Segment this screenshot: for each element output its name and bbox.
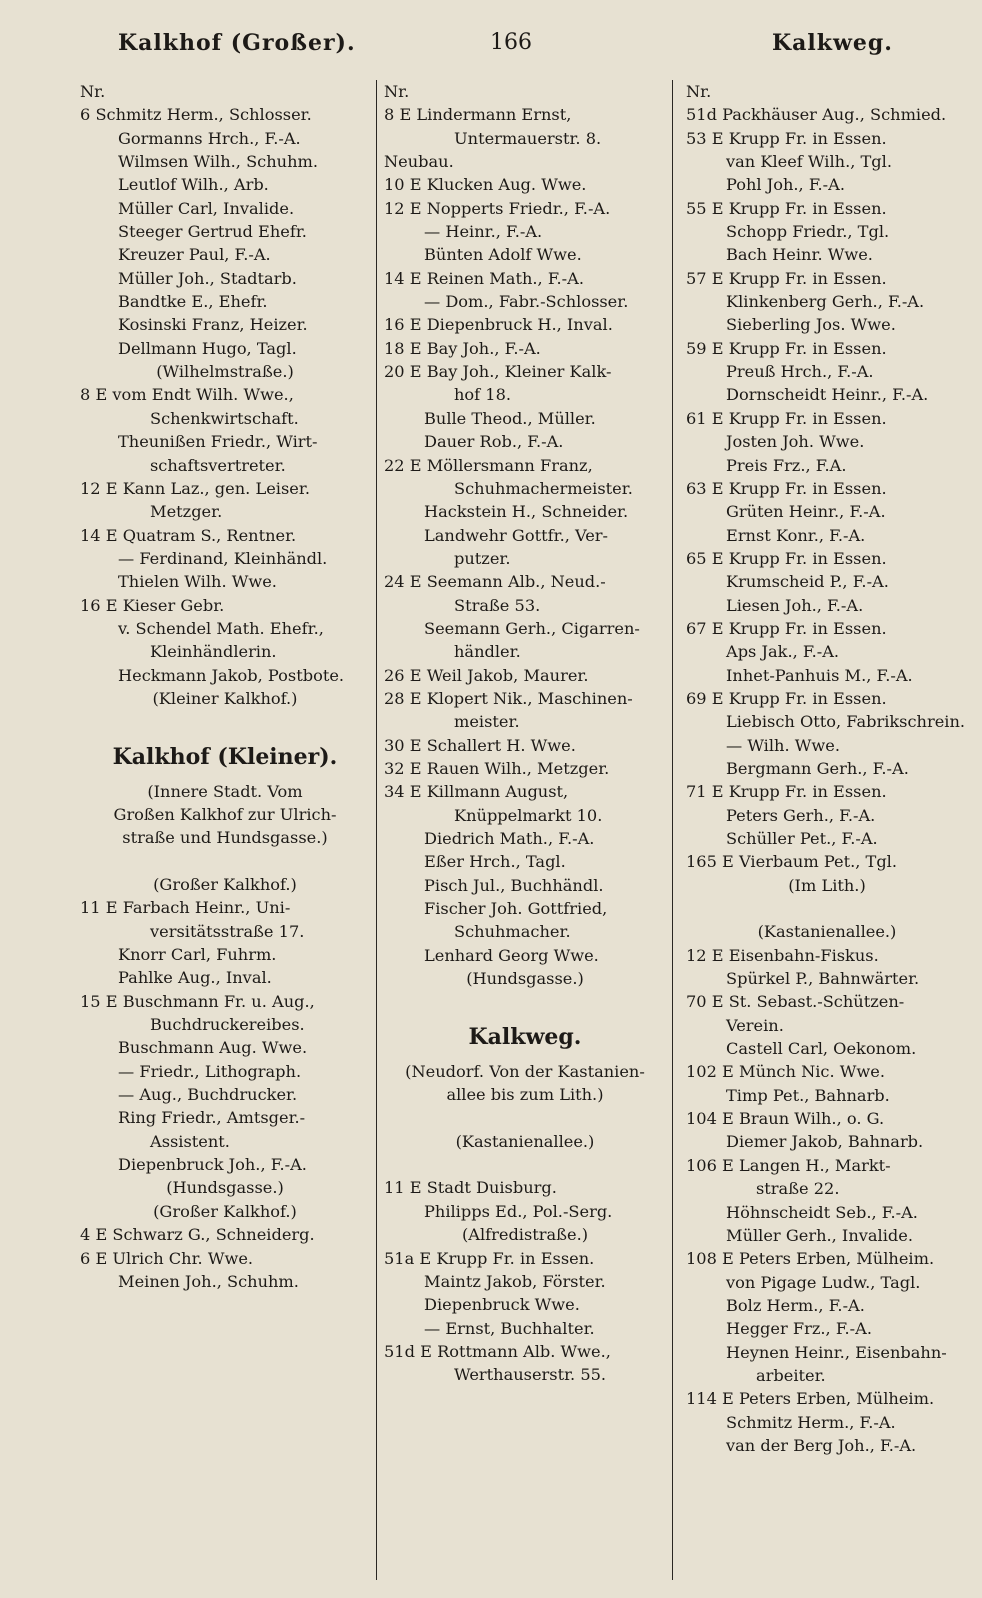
directory-line: straße 22.: [756, 1179, 840, 1199]
directory-line: 51a E Krupp Fr. in Essen.: [384, 1248, 595, 1268]
column-left: [80, 80, 370, 1580]
directory-line: 22 E Möllersmann Franz,: [384, 455, 593, 475]
directory-line: Lenhard Georg Wwe.: [424, 945, 599, 965]
directory-line: Neubau.: [384, 152, 454, 172]
directory-line: Buchdruckereibes.: [150, 1015, 305, 1035]
directory-line: Assistent.: [150, 1131, 230, 1151]
directory-line: Liebisch Otto, Fabrikschrein.: [726, 712, 966, 732]
directory-line: Buschmann Aug. Wwe.: [118, 1038, 308, 1058]
directory-line: Verein.: [726, 1015, 784, 1035]
directory-line: Kreuzer Paul, F.-A.: [118, 245, 271, 265]
directory-line: 11 E Stadt Duisburg.: [384, 1178, 557, 1198]
directory-line: Hegger Frz., F.-A.: [726, 1319, 872, 1339]
column-divider: [376, 80, 377, 1580]
directory-line: Höhnscheidt Seb., F.-A.: [726, 1202, 918, 1222]
directory-line: 15 E Buschmann Fr. u. Aug.,: [80, 991, 315, 1011]
directory-line: 8 E Lindermann Ernst,: [384, 105, 572, 125]
directory-line: Diemer Jakob, Bahnarb.: [726, 1132, 924, 1152]
directory-line: 104 E Braun Wilh., o. G.: [686, 1109, 885, 1129]
directory-line: Klinkenberg Gerh., F.-A.: [726, 292, 925, 312]
directory-line: Knorr Carl, Fuhrm.: [118, 945, 277, 965]
directory-line: Spürkel P., Bahnwärter.: [726, 969, 920, 989]
directory-line: Fischer Joh. Gottfried,: [424, 899, 608, 919]
directory-line: 16 E Diepenbruck H., Inval.: [384, 315, 613, 335]
directory-line: Dauer Rob., F.-A.: [424, 432, 564, 452]
directory-line: Diedrich Math., F.-A.: [424, 829, 595, 848]
directory-line: von Pigage Ludw., Tagl.: [726, 1272, 921, 1292]
column-right: [686, 80, 968, 1580]
directory-line: 6 E Ulrich Chr. Wwe.: [80, 1248, 254, 1268]
street-heading: Kalkweg.: [468, 1023, 582, 1050]
directory-line: 57 E Krupp Fr. in Essen.: [686, 268, 887, 288]
directory-line: Gormanns Hrch., F.-A.: [118, 128, 301, 148]
street-heading: Kalkhof (Kleiner).: [112, 743, 338, 770]
directory-line: Untermauerstr. 8.: [454, 128, 602, 148]
directory-line: [384, 990, 666, 1013]
directory-line: Schopp Friedr., Tgl.: [726, 222, 890, 242]
directory-line: versitätsstraße 17.: [150, 921, 305, 941]
directory-line: 16 E Kieser Gebr.: [80, 595, 225, 615]
directory-line: 8 E vom Endt Wilh. Wwe.,: [80, 385, 294, 405]
directory-line: 65 E Krupp Fr. in Essen.: [686, 548, 887, 568]
directory-line: Castell Carl, Oekonom.: [726, 1039, 917, 1059]
section-note: (Großer Kalkhof.): [153, 875, 297, 894]
directory-line: Ring Friedr., Amtsger.-: [118, 1108, 306, 1128]
section-note: straße und Hundsgasse.): [122, 828, 328, 848]
directory-line: van Kleef Wilh., Tgl.: [726, 152, 892, 172]
directory-line: 63 E Krupp Fr. in Essen.: [686, 478, 887, 498]
directory-line: Bandtke E., Ehefr.: [118, 292, 268, 312]
directory-line: — Wilh. Wwe.: [726, 735, 840, 755]
directory-line: Bolz Herm., F.-A.: [726, 1295, 865, 1315]
directory-line: 69 E Krupp Fr. in Essen.: [686, 688, 887, 708]
directory-line: Straße 53.: [454, 595, 541, 615]
directory-line: Diepenbruck Joh., F.-A.: [118, 1155, 307, 1175]
section-note: (Im Lith.): [788, 875, 866, 895]
directory-line: — Ernst, Buchhalter.: [424, 1318, 595, 1338]
directory-line: van der Berg Joh., F.-A.: [726, 1435, 917, 1455]
directory-line: Schenkwirtschaft.: [150, 408, 299, 428]
section-note: (Großer Kalkhof.): [153, 1201, 297, 1221]
directory-line: Metzger.: [150, 502, 223, 522]
section-note: Großen Kalkhof zur Ulrich-: [113, 804, 337, 824]
directory-line: 12 E Kann Laz., gen. Leiser.: [80, 478, 310, 498]
directory-line: Peters Gerh., F.-A.: [726, 805, 876, 825]
section-note: (Hundsgasse.): [466, 969, 584, 989]
section-note: (Hundsgasse.): [166, 1178, 284, 1198]
directory-line: 108 E Peters Erben, Mülheim.: [686, 1249, 935, 1269]
directory-line: 14 E Reinen Math., F.-A.: [384, 268, 584, 288]
directory-line: Hackstein H., Schneider.: [424, 502, 629, 522]
directory-line: Thielen Wilh. Wwe.: [118, 572, 277, 592]
directory-line: hof 18.: [454, 385, 512, 405]
directory-line: Diepenbruck Wwe.: [424, 1295, 580, 1315]
column-middle: [384, 80, 666, 1580]
directory-line: Dellmann Hugo, Tagl.: [118, 338, 297, 358]
directory-line: Bünten Adolf Wwe.: [424, 245, 582, 265]
running-head-left: Kalkhof (Großer).: [118, 30, 356, 56]
section-note: (Neudorf. Von der Kastanien-: [405, 1061, 645, 1081]
column-divider: [672, 80, 673, 1580]
directory-line: Bergmann Gerh., F.-A.: [726, 758, 909, 778]
directory-line: arbeiter.: [756, 1365, 826, 1385]
directory-line: 12 E Eisenbahn-Fiskus.: [686, 945, 879, 965]
directory-line: Aps Jak., F.-A.: [726, 642, 840, 662]
directory-line: 106 E Langen H., Markt-: [686, 1155, 891, 1175]
directory-line: 53 E Krupp Fr. in Essen.: [686, 128, 887, 148]
directory-line: — Heinr., F.-A.: [424, 222, 543, 242]
directory-line: [80, 710, 370, 733]
directory-line: Theunißen Friedr., Wirt-: [118, 432, 318, 452]
directory-line: Bach Heinr. Wwe.: [726, 245, 873, 265]
directory-line: 12 E Nopperts Friedr., F.-A.: [384, 198, 611, 218]
directory-line: Müller Joh., Stadtarb.: [118, 268, 297, 288]
section-note: (Wilhelmstraße.): [156, 362, 294, 382]
directory-line: 51d E Rottmann Alb. Wwe.,: [384, 1341, 611, 1361]
directory-line: Preis Frz., F.A.: [726, 455, 847, 475]
directory-line: Seemann Gerh., Cigarren-: [424, 618, 640, 638]
directory-line: Pahlke Aug., Inval.: [118, 968, 272, 988]
directory-line: — Friedr., Lithograph.: [118, 1061, 302, 1081]
section-note: (Kastanienallee.): [455, 1131, 595, 1151]
directory-line: [384, 1106, 666, 1129]
directory-line: Philipps Ed., Pol.-Serg.: [424, 1201, 613, 1221]
directory-line: Nr.: [80, 82, 106, 101]
directory-line: Kosinski Franz, Heizer.: [118, 315, 308, 335]
directory-line: Steeger Gertrud Ehefr.: [118, 222, 307, 242]
directory-line: 114 E Peters Erben, Mülheim.: [686, 1389, 935, 1409]
directory-line: 30 E Schallert H. Wwe.: [384, 735, 576, 755]
directory-line: Pohl Joh., F.-A.: [726, 175, 845, 195]
directory-line: Knüppelmarkt 10.: [454, 805, 603, 825]
directory-line: Pisch Jul., Buchhändl.: [424, 875, 604, 895]
page-number: 166: [490, 30, 532, 55]
directory-line: Preuß Hrch., F.-A.: [726, 362, 874, 382]
directory-line: Meinen Joh., Schuhm.: [118, 1271, 299, 1291]
directory-line: Heynen Heinr., Eisenbahn-: [726, 1342, 947, 1362]
directory-line: v. Schendel Math. Ehefr.,: [118, 618, 324, 638]
directory-line: Werthauserstr. 55.: [454, 1365, 607, 1385]
directory-line: — Ferdinand, Kleinhändl.: [118, 548, 328, 568]
directory-line: 4 E Schwarz G., Schneiderg.: [80, 1225, 315, 1245]
directory-line: 102 E Münch Nic. Wwe.: [686, 1062, 885, 1082]
directory-line: Schüller Pet., F.-A.: [726, 829, 878, 848]
directory-line: Müller Gerh., Invalide.: [726, 1225, 913, 1245]
directory-line: — Aug., Buchdrucker.: [118, 1085, 298, 1105]
directory-line: Inhet-Panhuis M., F.-A.: [726, 665, 913, 685]
directory-line: Nr.: [686, 82, 712, 101]
directory-line: 71 E Krupp Fr. in Essen.: [686, 782, 887, 802]
directory-line: Schmitz Herm., F.-A.: [726, 1412, 896, 1432]
directory-line: 24 E Seemann Alb., Neud.-: [384, 572, 606, 592]
directory-line: Eßer Hrch., Tagl.: [424, 852, 566, 872]
directory-line: Leutlof Wilh., Arb.: [118, 175, 269, 195]
directory-line: Josten Joh. Wwe.: [726, 432, 865, 452]
directory-line: 55 E Krupp Fr. in Essen.: [686, 198, 887, 218]
directory-line: Bulle Theod., Müller.: [424, 408, 596, 428]
directory-line: 28 E Klopert Nik., Maschinen-: [384, 688, 633, 708]
directory-line: Dornscheidt Heinr., F.-A.: [726, 385, 929, 405]
directory-line: Schuhmacher.: [454, 922, 571, 942]
directory-line: Wilmsen Wilh., Schuhm.: [118, 152, 319, 172]
directory-line: Grüten Heinr., F.-A.: [726, 502, 886, 522]
directory-line: Landwehr Gottfr., Ver-: [424, 525, 608, 545]
directory-line: 6 Schmitz Herm., Schlosser.: [80, 105, 312, 125]
directory-line: Müller Carl, Invalide.: [118, 198, 295, 218]
directory-line: Nr.: [384, 82, 410, 101]
directory-line: 14 E Quatram S., Rentner.: [80, 525, 297, 545]
directory-line: 26 E Weil Jakob, Maurer.: [384, 665, 589, 685]
directory-line: 11 E Farbach Heinr., Uni-: [80, 898, 291, 918]
section-note: (Alfredistraße.): [461, 1225, 589, 1245]
directory-line: Sieberling Jos. Wwe.: [726, 315, 896, 335]
directory-line: Krumscheid P., F.-A.: [726, 572, 889, 592]
directory-line: [686, 897, 968, 920]
section-note: (Kleiner Kalkhof.): [152, 688, 298, 708]
directory-line: Timp Pet., Bahnarb.: [726, 1085, 890, 1105]
section-note: allee bis zum Lith.): [446, 1085, 604, 1105]
directory-line: Heckmann Jakob, Postbote.: [118, 665, 345, 685]
directory-line: Schuhmachermeister.: [454, 478, 633, 498]
directory-line: 20 E Bay Joh., Kleiner Kalk-: [384, 362, 612, 382]
directory-line: [80, 850, 370, 873]
directory-line: meister.: [454, 712, 520, 732]
directory-line: schaftsvertreter.: [150, 455, 286, 475]
directory-line: Kleinhändlerin.: [150, 642, 277, 662]
directory-line: — Dom., Fabr.-Schlosser.: [424, 292, 629, 312]
directory-line: Maintz Jakob, Förster.: [424, 1271, 606, 1291]
directory-line: 59 E Krupp Fr. in Essen.: [686, 338, 887, 358]
directory-line: putzer.: [454, 548, 511, 568]
directory-line: 34 E Killmann August,: [384, 782, 569, 802]
directory-line: 51d Packhäuser Aug., Schmied.: [686, 105, 947, 125]
section-note: (Innere Stadt. Vom: [147, 781, 303, 801]
directory-line: 61 E Krupp Fr. in Essen.: [686, 408, 887, 428]
directory-line: [384, 1153, 666, 1176]
running-head-right: Kalkweg.: [772, 30, 893, 56]
directory-line: 165 E Vierbaum Pet., Tgl.: [686, 852, 898, 872]
directory-line: 70 E St. Sebast.-Schützen-: [686, 992, 905, 1012]
directory-line: händler.: [454, 642, 521, 662]
directory-line: 67 E Krupp Fr. in Essen.: [686, 618, 887, 638]
section-note: (Kastanienallee.): [757, 922, 897, 942]
directory-line: Ernst Konr., F.-A.: [726, 525, 866, 545]
directory-line: 18 E Bay Joh., F.-A.: [384, 338, 541, 358]
directory-line: 32 E Rauen Wilh., Metzger.: [384, 758, 610, 778]
directory-line: Liesen Joh., F.-A.: [726, 595, 864, 615]
directory-line: 10 E Klucken Aug. Wwe.: [384, 175, 587, 195]
